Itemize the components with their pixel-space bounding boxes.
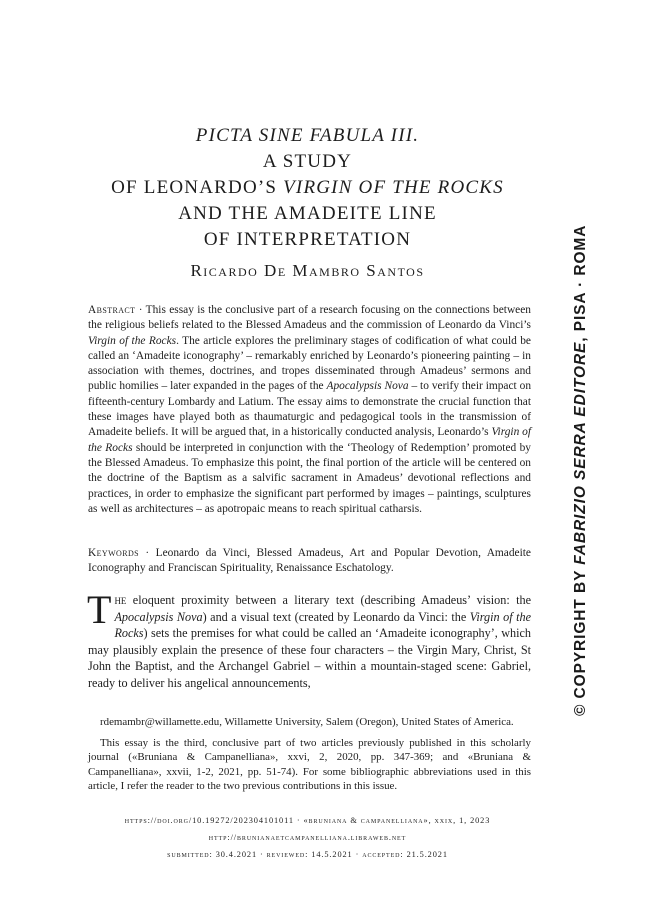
title-line-1: PICTA SINE FABULA III.	[195, 125, 420, 146]
abstract-label: Abstract	[88, 304, 136, 316]
title-line-4: AND THE AMADEITE LINE	[178, 203, 437, 224]
title-line-5: OF INTERPRETATION	[203, 229, 412, 250]
title-line-3: OF LEONARDO’S VIRGIN OF THE ROCKS	[111, 177, 504, 198]
author-name: Ricardo De Mambro Santos	[190, 261, 425, 280]
footnote-essay-note: This essay is the third, conclusive part of two articles previously published in this scholarly journal («Bruniana & Campanelliana», xxvi, 2, 2020, pp. 347-369; and «Bruniana & Campanelliana», xxvii, 1-2, 2021, pp. 51-74). For some bibliographic abbreviations used in this article, I refer the reader to the two previous contributions in this issue.	[88, 736, 531, 792]
keywords-label: Keywords	[88, 547, 139, 559]
keywords: Keywords · Leonardo da Vinci, Blessed Amadeus, Art and Popular Devotion, Amadeite Iconography and Franciscan Spirituality, Renaissance Eschatology.	[88, 547, 531, 575]
doi-line[interactable]: https://doi.org/10.19272/202304101011 · «bruniana & campanelliana», xxix, 1, 2023	[124, 816, 491, 825]
footnote-author-affiliation: rdemambr@willamette.edu, Willamette University, Salem (Oregon), United States of America.	[100, 716, 514, 728]
publication-info	[80, 812, 535, 863]
keywords-text: Leonardo da Vinci, Blessed Amadeus, Art and Popular Devotion, Amadeite Iconography and Franciscan Spirituality, Renaissance Eschatology.	[88, 547, 531, 575]
footnotes	[88, 715, 531, 800]
title-line-2: A STUDY	[262, 151, 353, 172]
body-paragraph: The eloquent proximity between a literary text (describing Amadeus’ vision: the Apocalypsis Nova) and a visual text (created by Leonardo da Vinci: the Virgin of the Rocks) sets the premises for what could be called an ‘Amadeite iconography’, which may plausibly explain the presence of these four characters – the Virgin Mary, Christ, St John the Baptist, and the Archangel Gabriel – within a mountain-staged scene: Gabriel, ready to deliver his angelical announcements,	[87, 587, 531, 690]
abstract: Abstract · This essay is the conclusive part of a research focusing on the connections between the religious beliefs related to the Blessed Amadeus and the commission of Leonardo da Vinci’s Virgin of the Rocks. The article explores the preliminary stages of codification of what could be called an ‘Amadeite iconography’ – remarkably enriched by Leonardo’s pioneering painting – in association with themes, doctrines, and tropes disseminated through Amadeus’ sermons and public homilies – later expanded in the pages of the Apocalypsis Nova – to verify their impact on fifteenth-century Lombardy and Latium. The essay aims to demonstrate the crucial function that these images have played both as thaumaturgic and pedagogical tools in the transmission of Amadeite beliefs. It will be argued that, in a historically conducted analysis, Leonardo’s Virgin of the Rocks should be interpreted in conjunction with the ‘Theology of Redemption’ promoted by the Blessed Amadeus. To emphasize this point, the final portion of the article will be centered on the doctrine of the Baptism as a salvific sacrament in Amadeus’ devotional reflections and practices, in order to emphasize the significant part performed by images – paintings, sculptures as well as architectures – as apotropaic means to reach spiritual catharsis.	[88, 304, 532, 515]
journal-url[interactable]: http://brunianaetcampanelliana.libraweb.net	[208, 833, 407, 842]
submission-dates: submitted: 30.4.2021 · reviewed: 14.5.2021 · accepted: 21.5.2021	[167, 850, 448, 859]
drop-cap: T	[87, 587, 112, 632]
article-title	[80, 123, 535, 253]
copyright-notice: © COPYRIGHT BY FABRIZIO SERRA EDITORE, PISA · ROMA	[572, 224, 589, 716]
